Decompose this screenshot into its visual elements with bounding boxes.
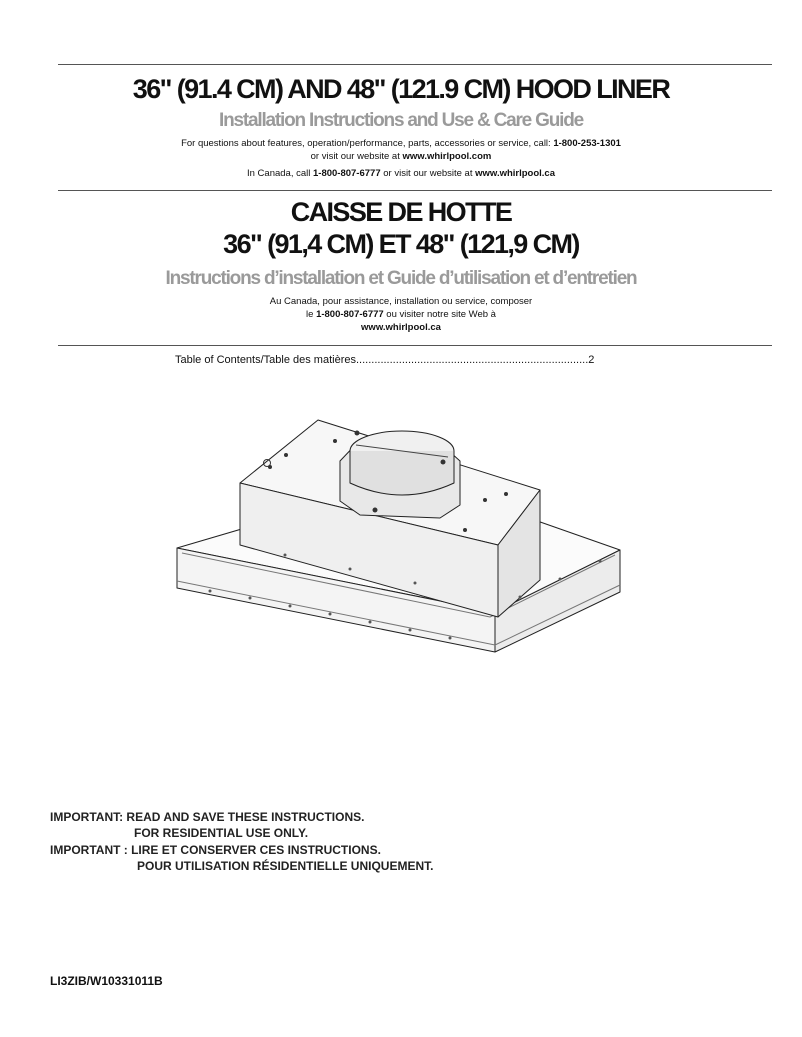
important-fr-line2: POUR UTILISATION RÉSIDENTIELLE UNIQUEMENT.: [137, 859, 434, 873]
document-number: LI3ZIB/W10331011B: [50, 974, 163, 988]
middle-rule: [58, 190, 772, 191]
canada-phone: 1-800-807-6777: [316, 309, 384, 320]
english-subtitle: Installation Instructions and Use & Care Guide: [219, 110, 583, 131]
english-contact-line1: [0, 137, 802, 150]
english-contact-line2: [0, 150, 802, 163]
us-phone: 1-800-253-1301: [553, 138, 621, 149]
canada-website-link[interactable]: www.whirlpool.ca: [361, 322, 441, 333]
french-subtitle: Instructions d’installation et Guide d’utilisation et d’entretien: [165, 268, 637, 289]
french-title-line1: CAISSE DE HOTTE: [290, 197, 512, 227]
contact-text: For questions about features, operation/performance, parts, accessories or service, call:: [181, 138, 554, 149]
important-fr-line1: IMPORTANT : LIRE ET CONSERVER CES INSTRUCTIONS.: [50, 843, 381, 857]
french-contact-line2: [0, 308, 802, 321]
english-canada-line: [0, 167, 802, 180]
english-title: 36" (91.4 CM) AND 48" (121.9 CM) HOOD LINER: [132, 74, 670, 104]
important-en-line2: FOR RESIDENTIAL USE ONLY.: [134, 826, 309, 840]
french-contact-line1: Au Canada, pour assistance, installation ou service, composer: [269, 296, 533, 307]
top-rule: [58, 64, 772, 65]
contact-text: In Canada, call: [246, 168, 313, 179]
important-en-line1: IMPORTANT: READ AND SAVE THESE INSTRUCTIONS.: [50, 810, 365, 824]
canada-phone: 1-800-807-6777: [313, 168, 381, 179]
french-title-line2: 36" (91,4 CM) ET 48" (121,9 CM): [223, 229, 579, 259]
us-website-link[interactable]: www.whirlpool.com: [402, 151, 492, 162]
contact-text: or visit our website at: [380, 168, 476, 179]
french-contact-line3: [0, 321, 802, 334]
table-of-contents-link[interactable]: Table of Contents/Table des matières............................................................................2: [175, 354, 595, 366]
contact-text: or visit our website at: [310, 151, 403, 162]
contact-text: ou visiter notre site Web à: [383, 309, 496, 320]
bottom-rule: [58, 345, 772, 346]
canada-website-link[interactable]: www.whirlpool.ca: [475, 168, 556, 179]
contact-text: le: [306, 309, 317, 320]
hood-liner-illustration: [160, 395, 630, 725]
blower-collar: [350, 451, 454, 495]
